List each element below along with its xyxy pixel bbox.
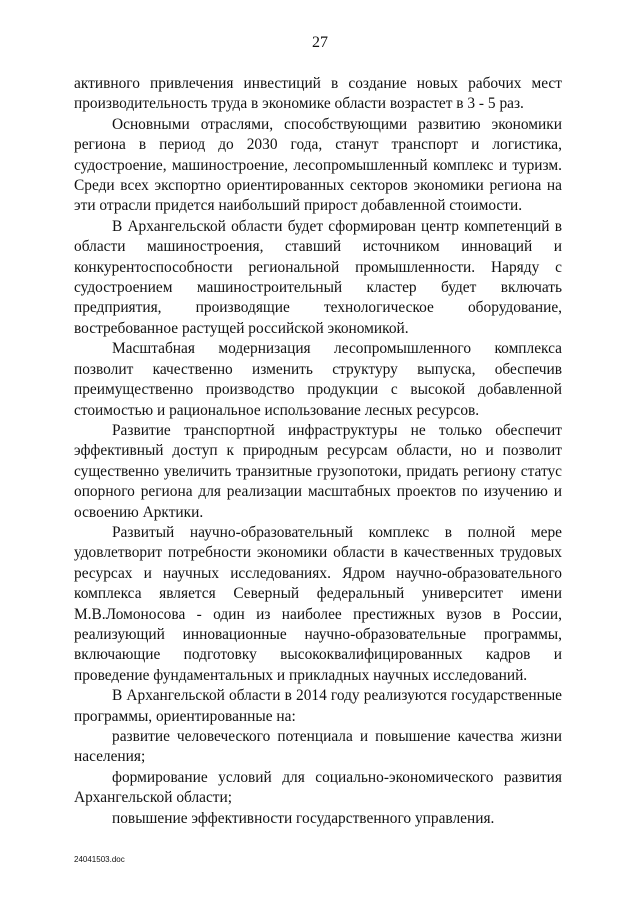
list-item-2: формирование условий для социально-экономического развития Архангельской области; [74, 768, 562, 807]
paragraph-7: В Архангельской области в 2014 году реализуются государственные программы, ориентированные на: [74, 687, 562, 725]
paragraph-5: Развитие транспортной инфраструктуры не только обеспечит эффективный доступ к природным ресурсам области, но и позволит существенно увеличить транзитные грузопотоки, придать региону статус опорного региона для реализации масштабных проектов по изучению и освоению Арктики. [74, 421, 562, 521]
page-number: 27 [312, 34, 328, 51]
list-item-3: повышение эффективности государственного управления. [112, 809, 495, 827]
paragraph-4: Масштабная модернизация лесопромышленного комплекса позволит качественно изменить структуру выпуска, обеспечив преимущественно производство продукции с высокой добавленной стоимостью и рациональное использование лесных ресурсов. [74, 340, 562, 419]
paragraph-6: Развитый научно-образовательный комплекс в полной мере удовлетворит потребности экономики области в качественных трудовых ресурсах и научных исследованиях. Ядром научно-образовательного комплекса является Северный федеральный университет имени М.В.Ломоносова - один из наиболее престижных вузов в России, реализующий инновационные научно-образовательные программы, включающие подготовку высококвалифицированных кадров и проведение фундаментальных и прикладных научных исследований. [74, 523, 562, 684]
footer-filename: 24041503.doc [74, 855, 125, 864]
document-body [74, 74, 562, 829]
paragraph-2: Основными отраслями, способствующими развитию экономики региона в период до 2030 года, станут транспорт и логистика, судостроение, машиностроение, лесопромышленный комплекс и туризм. Среди всех экспортно ориентированных секторов экономики региона на эти отрасли придется наибольший прирост добавленной стоимости. [74, 115, 562, 215]
paragraph-3: В Архангельской области будет сформирован центр компетенций в области машиностроения, ставший источником инноваций и конкурентоспособности региональной промышленности. Наряду с судостроением машиностроительный кластер будет включать предприятия, производящие технологическое оборудование, востребованное растущей российской экономикой. [74, 217, 562, 337]
list-item-1: развитие человеческого потенциала и повышение качества жизни населения; [74, 728, 562, 766]
paragraph-1: активного привлечения инвестиций в создание новых рабочих мест производительность труда в экономике области возрастет в 3 - 5 раз. [74, 75, 562, 113]
